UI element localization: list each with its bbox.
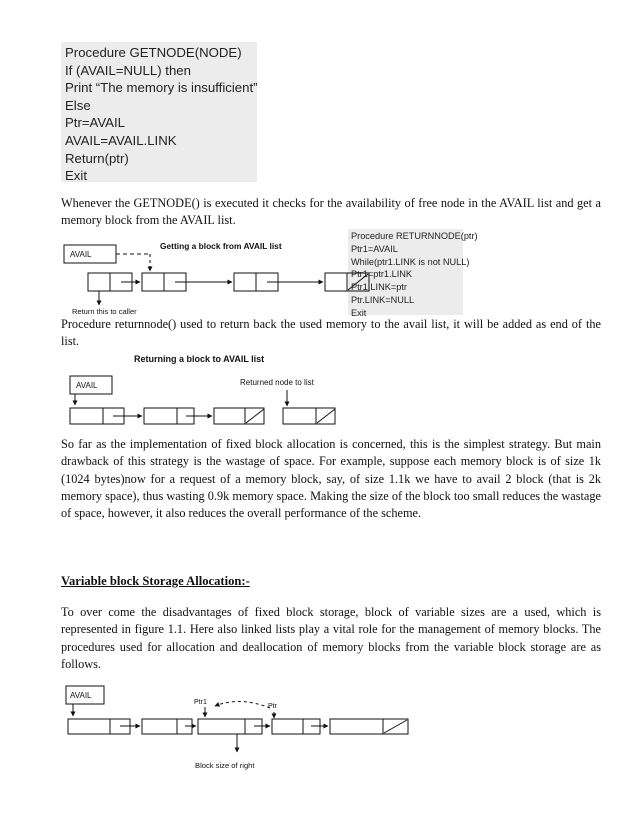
code-line: Ptr1.LINK=ptr bbox=[351, 282, 407, 293]
diagram2-title: Returning a block to AVAIL list bbox=[134, 354, 265, 364]
returnnode-paragraph: Procedure returnnode() used to return back the used memory to the avail list, it will be added as end of the list. bbox=[61, 317, 601, 349]
fixed-block-paragraph: So far as the implementation of fixed block allocation is concerned, this is the simplest strategy. But main drawback of this strategy is the wastage of space. For example, suppose each memory block is of size 1k (1024 bytes)now for a request of a memory block, say, of size 1.1k we have to avail 2 block (that is 2k memory space), thus wasting 0.9k memory space. Making the size of the block too small reduces the wastage of space, however, it also reduces the overall performance of the scheme. bbox=[61, 437, 601, 521]
variable-block-paragraph: To over come the disadvantages of fixed block storage, block of variable sizes are a used, which is represented in figure 1.1. Here also linked lists play a vital role for the management of memory blocks. The procedures used for allocation and deallocation of memory blocks from the variable block storage are as follows. bbox=[61, 605, 601, 671]
avail-label: AVAIL bbox=[70, 691, 92, 700]
ptr-label: Ptr bbox=[268, 703, 277, 710]
code-line: Else bbox=[65, 97, 91, 113]
code-line: If (AVAIL=NULL) then bbox=[65, 62, 191, 78]
code-line: Procedure GETNODE(NODE) bbox=[65, 45, 242, 60]
code-line: Ptr=AVAIL bbox=[65, 115, 125, 131]
code-line: Print “The memory is insufficient” bbox=[65, 80, 258, 96]
block-size-caption: Block size of right bbox=[195, 761, 255, 770]
diagram1-title: Getting a block from AVAIL list bbox=[160, 241, 282, 251]
ptr1-label: Ptr1 bbox=[194, 699, 207, 706]
code-line: Return(ptr) bbox=[65, 150, 129, 166]
returned-node-label: Returned node to list bbox=[240, 378, 314, 387]
list-node bbox=[198, 719, 262, 734]
list-node bbox=[142, 719, 192, 734]
return-caption: Return this to caller bbox=[72, 307, 137, 316]
list-node-null bbox=[283, 408, 335, 424]
code-line: While(ptr1.LINK is not NULL) bbox=[351, 256, 470, 267]
avail-label: AVAIL bbox=[70, 250, 92, 259]
code-line: AVAIL=AVAIL.LINK bbox=[65, 132, 177, 148]
returnnode-diagram bbox=[70, 354, 335, 424]
variable-block-diagram bbox=[66, 686, 408, 770]
section-heading: Variable block Storage Allocation:- bbox=[61, 574, 250, 588]
getnode-diagram bbox=[64, 241, 369, 316]
list-node bbox=[214, 408, 264, 424]
getnode-paragraph: Whenever the GETNODE() is executed it checks for the availability of free node in the AVAIL list and get a memory block from the AVAIL list. bbox=[61, 196, 601, 228]
avail-label: AVAIL bbox=[76, 381, 98, 390]
code-line: Exit bbox=[65, 168, 87, 184]
code-line: Ptr1=AVAIL bbox=[351, 243, 398, 254]
code-line: Ptr1=ptr1.LINK bbox=[351, 269, 413, 280]
code-line: Procedure RETURNNODE(ptr) bbox=[351, 231, 478, 241]
code-line: Ptr.LINK=NULL bbox=[351, 294, 415, 305]
code-line: Exit bbox=[351, 307, 367, 318]
